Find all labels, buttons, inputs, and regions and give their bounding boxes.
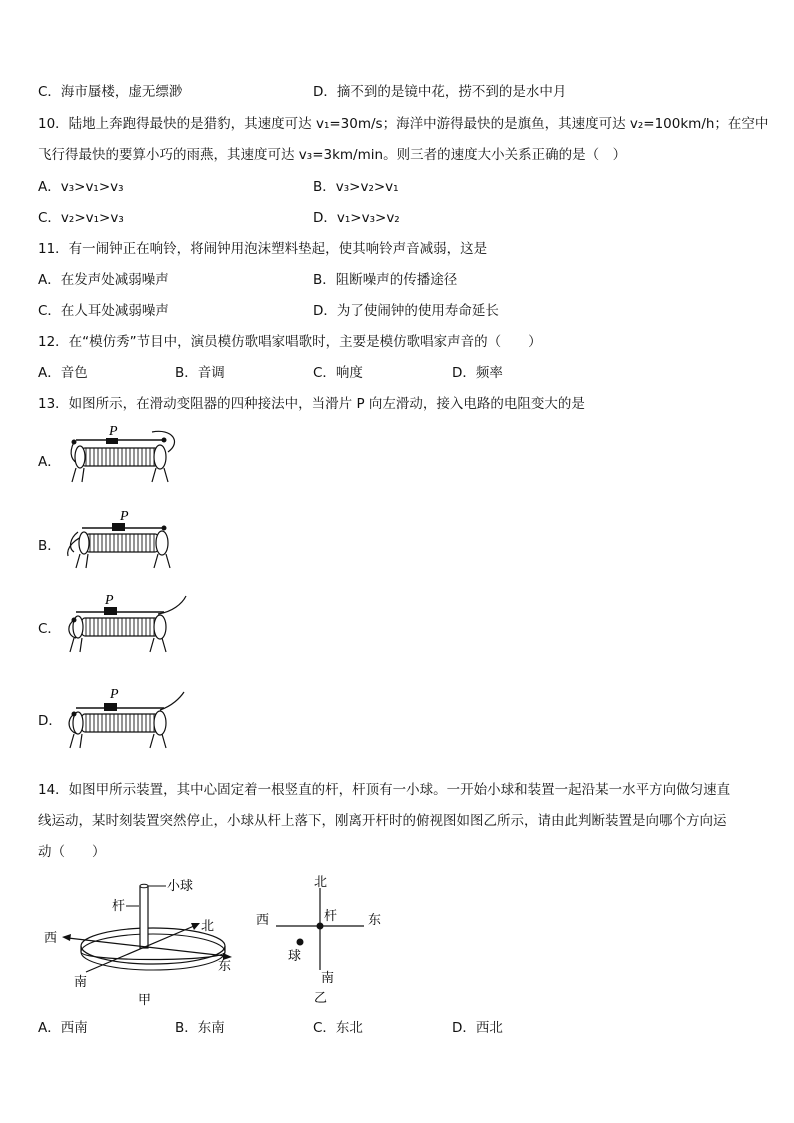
q12-option-b: B．音调 bbox=[175, 365, 225, 381]
q12-stem: 12．在“模仿秀”节目中，演员模仿歌唱家唱歌时，主要是模仿歌唱家声音的（ ） bbox=[38, 334, 542, 350]
q12-option-d: D．频率 bbox=[452, 365, 503, 381]
q11-option-d: D．为了使闹钟的使用寿命延长 bbox=[313, 303, 499, 319]
slider-p-label: P bbox=[105, 593, 114, 608]
q9-option-d: D．摘不到的是镜中花，捞不到的是水中月 bbox=[313, 84, 567, 100]
rheostat-figure-b bbox=[60, 508, 190, 588]
rheostat-a bbox=[71, 424, 174, 482]
q14-option-d: D．西北 bbox=[452, 1020, 503, 1036]
q13-option-b-label: B． bbox=[38, 538, 61, 554]
caption-jia: 甲 bbox=[138, 993, 152, 1008]
label-rod: 杆 bbox=[112, 899, 126, 914]
label-ball: 球 bbox=[288, 949, 302, 964]
label-south: 南 bbox=[74, 975, 88, 990]
q13-option-c-label: C． bbox=[38, 621, 61, 637]
q12-option-a: A．音色 bbox=[38, 365, 88, 381]
q14-stem-line3: 动（ ） bbox=[38, 844, 106, 860]
figure-yi bbox=[250, 868, 390, 1008]
q14-option-b: B．东南 bbox=[175, 1020, 225, 1036]
label-east: 东 bbox=[218, 959, 232, 974]
q13-option-d-label: D． bbox=[38, 713, 62, 729]
q9-option-c: C．海市蜃楼，虚无缥渺 bbox=[38, 84, 183, 100]
caption-yi: 乙 bbox=[314, 991, 328, 1006]
slider-p-label: P bbox=[109, 424, 118, 439]
label-ball: 小球 bbox=[167, 879, 194, 894]
label-north: 北 bbox=[314, 875, 328, 890]
slider-p-label: P bbox=[110, 687, 119, 702]
q10-option-d: D．v₁>v₃>v₂ bbox=[313, 210, 400, 226]
rod-top-point bbox=[317, 923, 324, 930]
rheostat-c bbox=[69, 593, 186, 652]
q14-option-c: C．东北 bbox=[313, 1020, 363, 1036]
rheostat-b bbox=[68, 509, 170, 568]
label-north: 北 bbox=[201, 919, 215, 934]
rheostat-figure-d bbox=[60, 682, 190, 762]
label-west: 西 bbox=[256, 913, 270, 928]
rheostat-figure-a bbox=[60, 424, 190, 504]
q12-option-c: C．响度 bbox=[313, 365, 363, 381]
label-rod: 杆 bbox=[324, 909, 338, 924]
q10-option-b: B．v₃>v₂>v₁ bbox=[313, 179, 399, 195]
rheostat-figure-c bbox=[60, 590, 190, 670]
q10-option-a: A．v₃>v₁>v₃ bbox=[38, 179, 124, 195]
rheostat-d bbox=[69, 687, 184, 748]
q13-stem: 13．如图所示，在滑动变阻器的四种接法中，当滑片 P 向左滑动，接入电路的电阻变大的是 bbox=[38, 396, 585, 412]
label-east: 东 bbox=[368, 913, 382, 928]
q14-stem-line1: 14．如图甲所示装置，其中心固定着一根竖直的杆，杆顶有一小球。一开始小球和装置一起沿某一水平方向做匀速直 bbox=[38, 782, 731, 798]
q11-stem: 11．有一闹钟正在响铃，将闹钟用泡沫塑料垫起，使其响铃声音减弱，这是 bbox=[38, 241, 488, 257]
q10-stem-line2: 飞行得最快的要算小巧的雨燕，其速度可达 v₃=3km/min。则三者的速度大小关系正确的是（ ） bbox=[38, 147, 627, 163]
ball-point bbox=[297, 939, 304, 946]
q10-option-c: C．v₂>v₁>v₃ bbox=[38, 210, 124, 226]
q11-option-b: B．阻断噪声的传播途径 bbox=[313, 272, 458, 288]
q14-stem-line2: 线运动，某时刻装置突然停止，小球从杆上落下，刚离开杆时的俯视图如图乙所示，请由此判断装置是向哪个方向运 bbox=[38, 813, 727, 829]
arrow-west-icon bbox=[62, 934, 71, 941]
slider-p-label: P bbox=[120, 509, 129, 524]
figure-jia bbox=[38, 868, 248, 1008]
label-west: 西 bbox=[44, 931, 58, 946]
label-south: 南 bbox=[321, 971, 335, 986]
q10-stem-line1: 10．陆地上奔跑得最快的是猎豹，其速度可达 v₁=30m/s；海洋中游得最快的是旗鱼，其速度可达 v₂=100km/h；在空中 bbox=[38, 116, 769, 132]
q14-option-a: A．西南 bbox=[38, 1020, 88, 1036]
q11-option-c: C．在人耳处减弱噪声 bbox=[38, 303, 169, 319]
q11-option-a: A．在发声处减弱噪声 bbox=[38, 272, 169, 288]
q13-option-a-label: A． bbox=[38, 454, 61, 470]
vertical-rod bbox=[140, 886, 148, 948]
